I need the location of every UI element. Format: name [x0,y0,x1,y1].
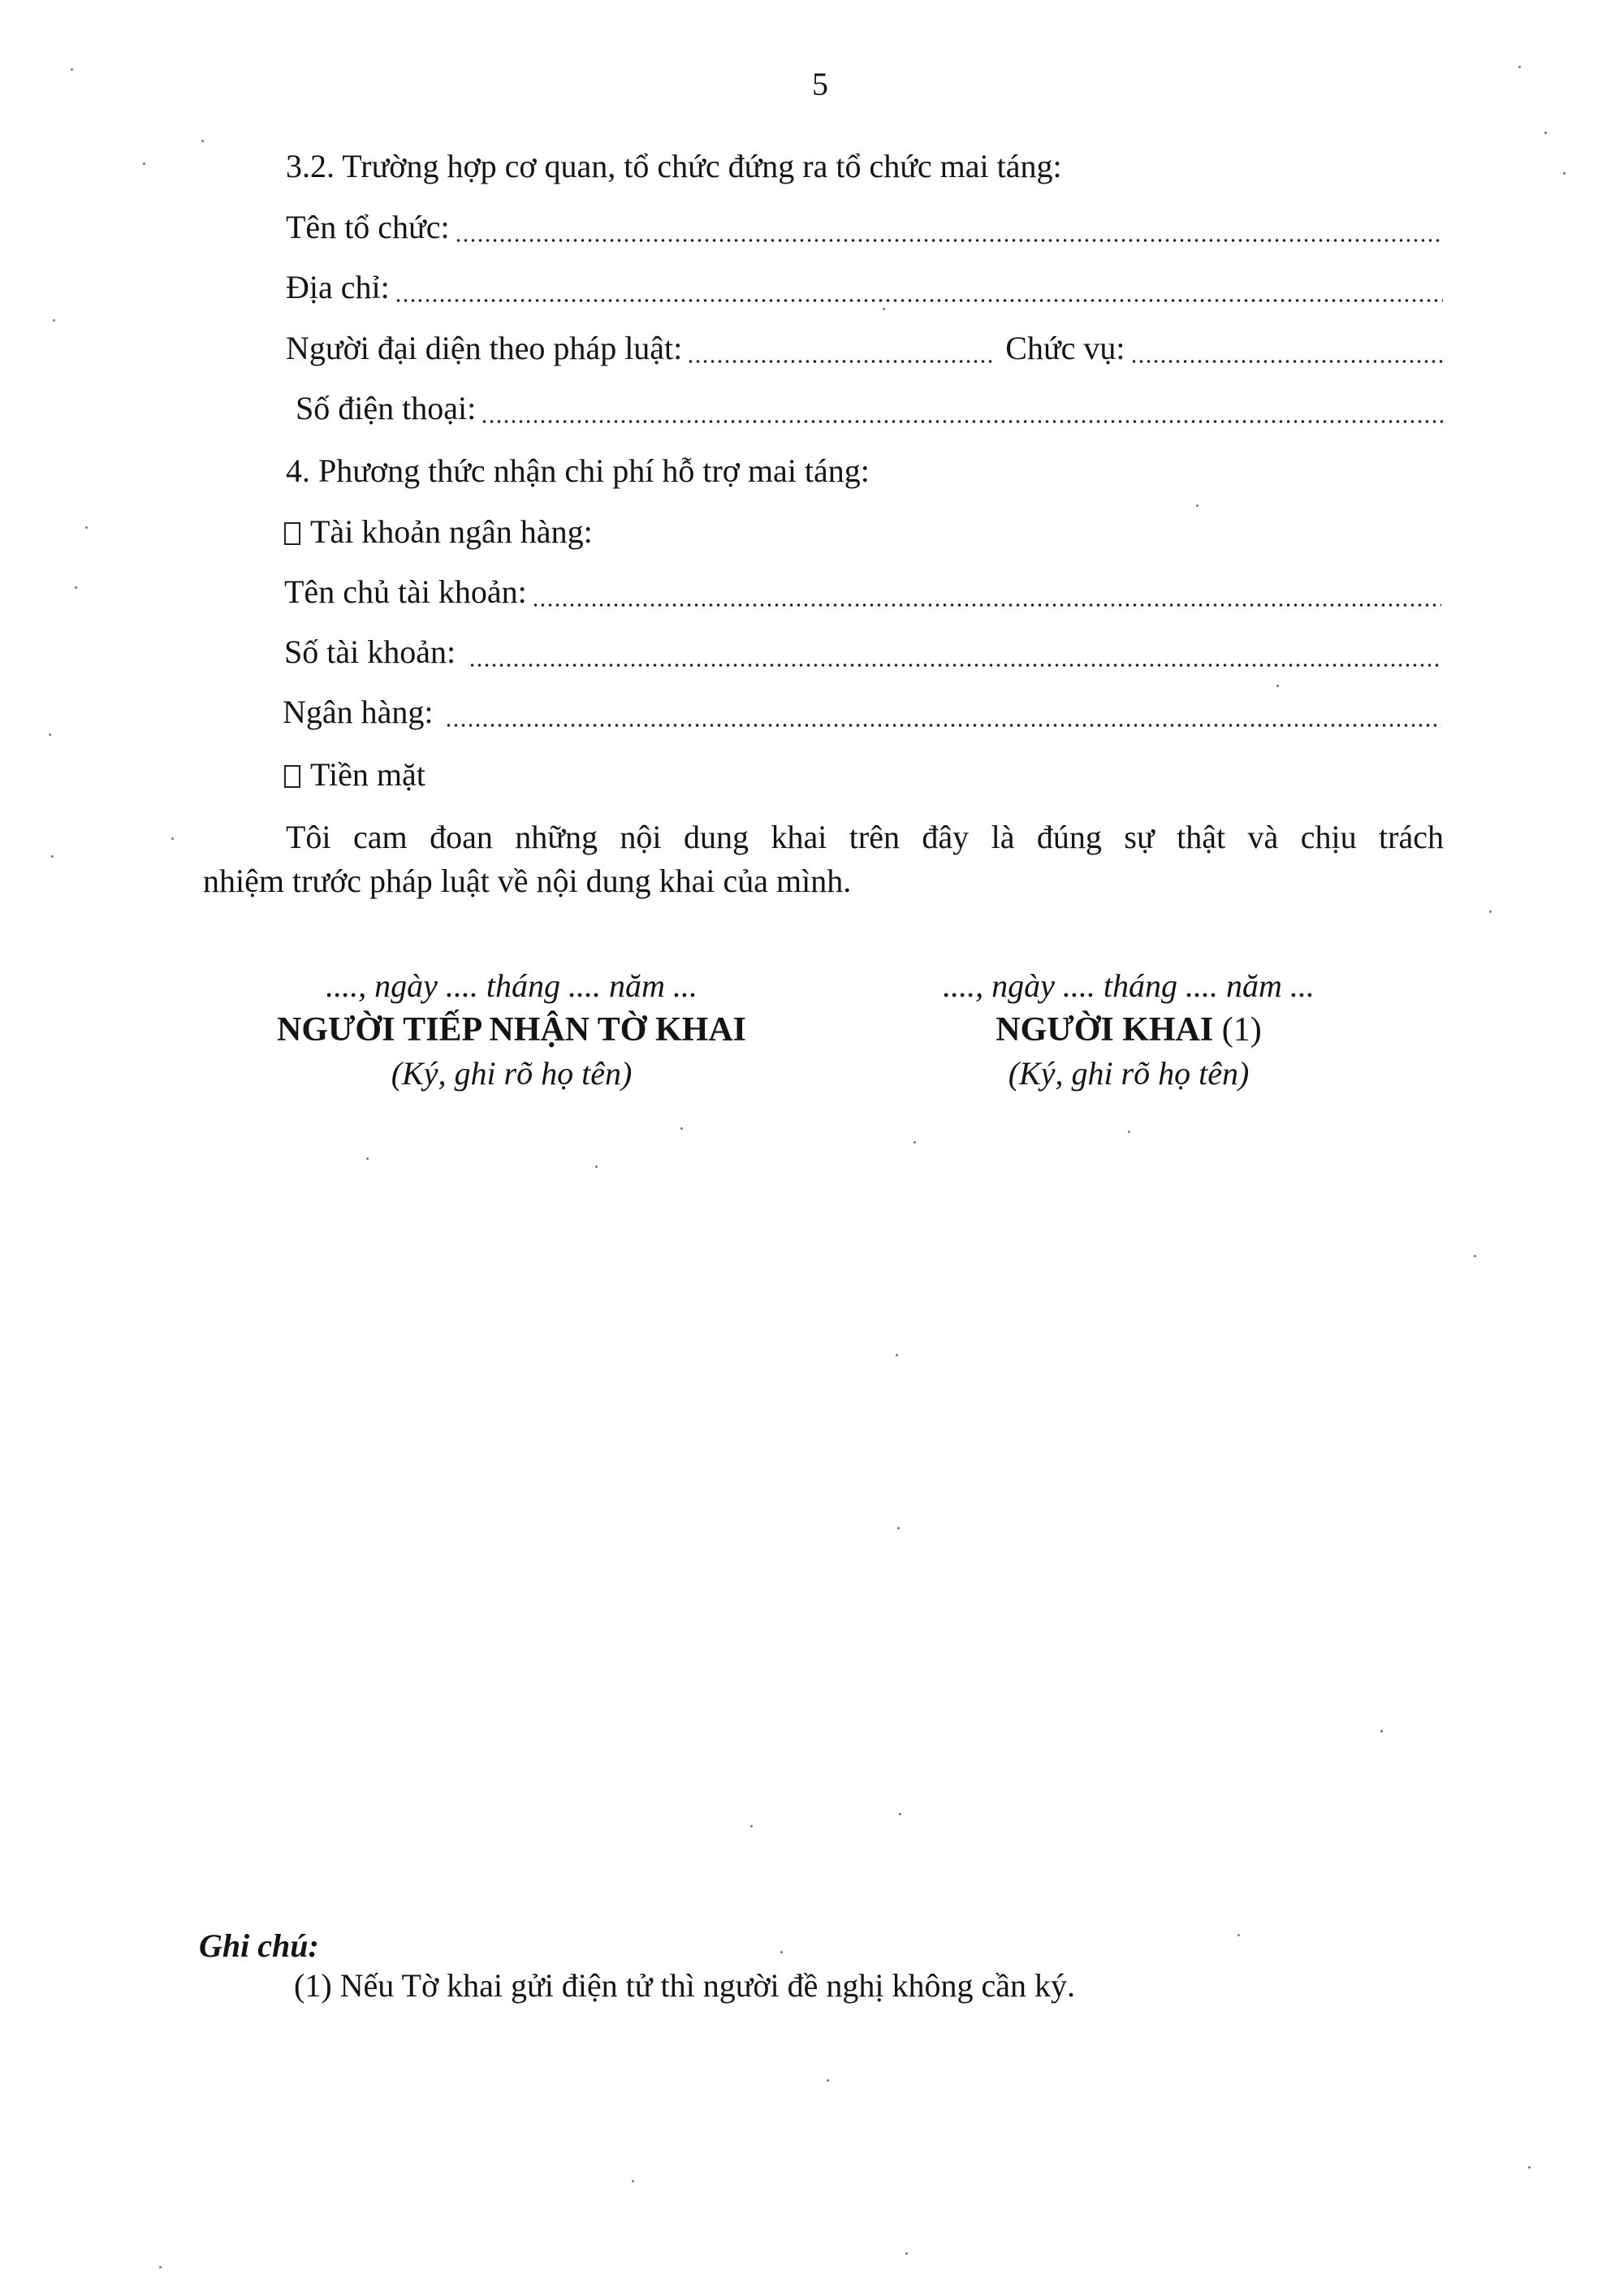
scan-speck [1563,172,1566,175]
scan-speck [366,1157,369,1160]
org-name-field[interactable] [286,208,1443,247]
scan-speck [896,1354,898,1356]
scan-speck [883,308,885,310]
account-number-dotted-line[interactable] [469,633,1441,672]
scan-speck [914,1141,916,1144]
scan-speck [1528,2166,1531,2169]
scan-speck [71,68,73,71]
declaration-line-1: Tôi cam đoan những nội dung khai trên đây là đúng sự thật và chịu trách [286,819,1444,855]
declarant-note-ref: (1) [1221,1011,1262,1049]
scan-speck [780,1951,783,1953]
account-holder-label: Tên chủ tài khoản: [284,573,527,610]
account-holder-field[interactable] [284,573,1441,612]
cash-option[interactable] [284,755,425,794]
bank-name-dotted-line[interactable] [445,693,1441,732]
scan-speck [899,1813,901,1815]
scan-speck [827,2079,829,2082]
scan-speck [1237,1934,1240,1936]
scan-speck [632,2180,634,2182]
scan-speck [1474,1255,1476,1257]
scan-speck [1128,1131,1130,1133]
phone-field[interactable] [296,389,1443,428]
scan-speck [680,1127,683,1130]
declaration-line-2: nhiệm trước pháp luật về nội dung khai của mình. [203,863,852,899]
bank-name-label: Ngân hàng: [283,694,434,730]
phone-dotted-line[interactable] [481,389,1443,428]
declarant-title: NGƯỜI KHAI [996,1011,1214,1049]
scan-speck [201,140,204,142]
address-dotted-line[interactable] [395,268,1443,307]
receiver-date: ...., ngày .... tháng .... năm ... [326,967,698,1004]
page-number: 5 [812,66,828,102]
bank-account-option[interactable] [284,513,593,551]
legal-rep-field[interactable] [286,329,1443,368]
org-name-dotted-line[interactable] [455,208,1443,247]
org-name-label: Tên tổ chức: [286,209,450,245]
phone-label: Số điện thoại: [296,390,477,426]
scan-speck [159,2266,162,2269]
scan-speck [49,733,51,736]
legal-rep-dotted-line[interactable] [687,329,996,368]
scan-speck [51,855,54,858]
section-3-2-heading: 3.2. Trường hợp cơ quan, tổ chức đứng ra tổ chức mai táng: [286,148,1062,184]
position-dotted-line[interactable] [1130,329,1443,368]
declarant-signature-block [763,964,1494,1096]
scan-speck [897,1527,900,1529]
receiver-title: NGƯỜI TIẾP NHẬN TỜ KHAI [277,1011,746,1049]
receiver-sign-instruction: (Ký, ghi rõ họ tên) [391,1055,633,1092]
scan-speck [750,1825,753,1827]
declarant-date: ...., ngày .... tháng .... năm ... [943,967,1315,1004]
scan-speck [75,586,77,589]
position-label: Chức vụ: [1005,330,1125,366]
scan-speck [143,162,145,165]
scan-speck [1380,1730,1383,1732]
account-number-field[interactable] [284,633,1441,672]
scan-speck [171,837,174,840]
note-item-1: (1) Nếu Tờ khai gửi điện tử thì người đề nghị không cần ký. [294,1967,1076,2004]
account-holder-dotted-line[interactable] [532,573,1441,612]
legal-rep-label: Người đại diện theo pháp luật: [286,330,683,366]
bank-account-option-label: Tài khoản ngân hàng: [310,513,593,550]
address-field[interactable] [286,268,1443,307]
account-number-label: Số tài khoản: [284,634,456,670]
declaration-paragraph [203,815,1444,903]
notes-heading: Ghi chú: [199,1927,319,1964]
bank-name-field[interactable] [283,693,1441,732]
bank-account-checkbox[interactable] [284,522,300,545]
scan-speck [1544,132,1547,134]
cash-option-label: Tiền mặt [310,756,425,793]
cash-checkbox[interactable] [284,765,300,788]
declarant-title-line [763,1008,1494,1052]
scan-speck [1518,66,1521,68]
section-4-heading: 4. Phương thức nhận chi phí hỗ trợ mai táng: [286,452,870,489]
declarant-sign-instruction: (Ký, ghi rõ họ tên) [1008,1055,1250,1092]
scan-speck [905,2252,908,2255]
scan-speck [85,526,88,529]
scan-speck [53,319,55,322]
scan-speck [1276,685,1279,687]
address-label: Địa chỉ: [286,269,390,305]
scan-speck [1196,504,1199,507]
scan-speck [595,1166,598,1168]
scan-speck [1489,910,1492,913]
